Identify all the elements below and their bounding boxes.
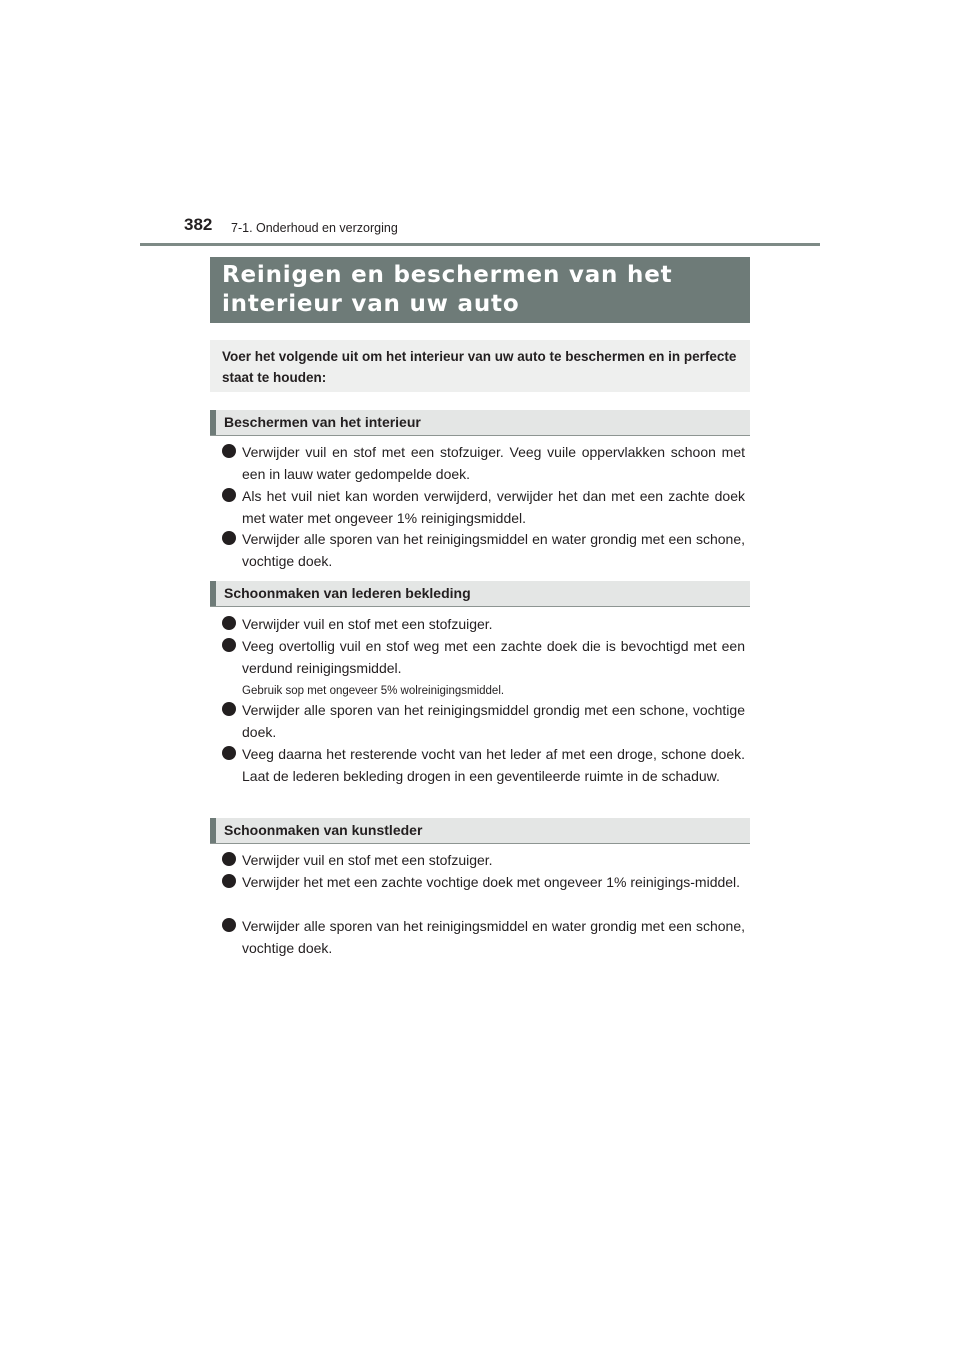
bullet-icon [222, 918, 236, 932]
section-heading-beschermen [210, 410, 750, 436]
list-item [222, 849, 745, 871]
chapter-heading: 7-1. Onderhoud en verzorging [231, 221, 398, 235]
list-item [222, 635, 745, 679]
list-item-text: Veeg overtollig vuil en stof weg met een zachte doek die is bevochtigd met een verdund reinigingsmiddel. [242, 638, 745, 676]
header-rule [140, 243, 820, 246]
title-banner [210, 257, 750, 323]
bullet-icon [222, 702, 236, 716]
section-heading-kunstleder [210, 818, 750, 844]
section-heading-lederen-bekleding [210, 581, 750, 607]
list-item-text: Verwijder alle sporen van het reinigingsmiddel en water grondig met een schone, vochtige doek. [242, 918, 745, 956]
bullet-icon [222, 746, 236, 760]
section-heading-label: Beschermen van het interieur [224, 414, 421, 430]
section-heading-label: Schoonmaken van kunstleder [224, 822, 423, 838]
list-item [222, 743, 745, 787]
list-item-text: Als het vuil niet kan worden verwijderd, verwijder het dan met een zachte doek met water met ongeveer 1% reinigingsmiddel. [242, 488, 745, 526]
list-item-text: Verwijder vuil en stof met een stofzuiger. [242, 616, 493, 632]
intro-box [210, 340, 750, 392]
page-number: 382 [184, 215, 213, 234]
list-item-text: Veeg daarna het resterende vocht van het leder af met een droge, schone doek. Laat de lederen bekleding drogen in een geventileerde ruimte in de schaduw. [242, 746, 745, 784]
bullet-icon [222, 852, 236, 866]
list-item [222, 613, 745, 635]
list-item [222, 485, 745, 529]
section-heading-label: Schoonmaken van lederen bekleding [224, 585, 471, 601]
intro-text: Voer het volgende uit om het interieur van uw auto te beschermen en in perfecte staat te houden: [222, 349, 737, 385]
section-bar [210, 818, 216, 843]
list-item [222, 915, 745, 959]
list-item-text: Verwijder het met een zachte vochtige doek met ongeveer 1% reinigings-middel. [242, 874, 741, 890]
note-text: Gebruik sop met ongeveer 5% wolreinigingsmiddel. [242, 685, 505, 697]
bullet-icon [222, 638, 236, 652]
list-item [222, 871, 745, 893]
page-title: Reinigen en beschermen van het interieur van uw auto [222, 262, 673, 317]
bullet-icon [222, 616, 236, 630]
section-bar [210, 410, 216, 435]
list-item [222, 528, 745, 572]
bullet-icon [222, 874, 236, 888]
list-item [222, 441, 745, 485]
list-item [222, 699, 745, 743]
list-item-text: Verwijder vuil en stof met een stofzuiger. [242, 852, 493, 868]
bullet-icon [222, 488, 236, 502]
list-item-text: Verwijder alle sporen van het reinigingsmiddel en water grondig met een schone, vochtige doek. [242, 531, 745, 569]
section-bar [210, 581, 216, 606]
list-item-text: Verwijder vuil en stof met een stofzuiger. Veeg vuile oppervlakken schoon met een in lauw water gedompelde doek. [242, 444, 745, 482]
bullet-icon [222, 531, 236, 545]
list-item-text: Verwijder alle sporen van het reinigingsmiddel grondig met een schone, vochtige doek. [242, 702, 745, 740]
bullet-icon [222, 444, 236, 458]
